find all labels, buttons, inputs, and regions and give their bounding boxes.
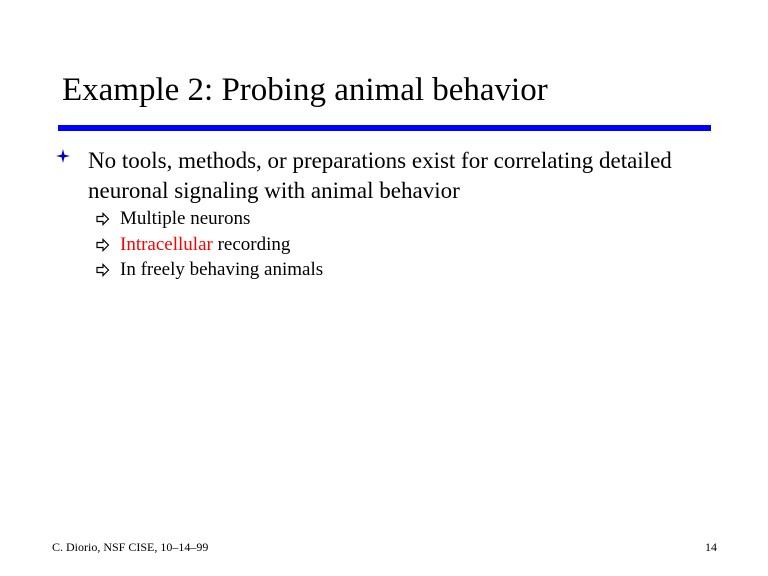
page-number: 14: [705, 540, 717, 554]
sub-bullet-text: [120, 232, 290, 257]
main-bullet-text: No tools, methods, or preparations exist for correlating detailed neuronal signaling with animal behavior: [88, 148, 672, 203]
hollow-arrow-icon: [96, 212, 110, 226]
sub-bullet-text: In freely behaving animals: [120, 259, 324, 280]
slide-title: Example 2: Probing animal behavior: [62, 72, 548, 108]
four-point-star-icon: [56, 149, 70, 163]
hollow-arrow-icon: [96, 238, 110, 252]
sub-bullet-text: Multiple neurons: [120, 208, 251, 229]
title-underline: [58, 125, 711, 131]
footer-credit: C. Diorio, NSF CISE, 10–14–99: [52, 540, 209, 554]
highlighted-word: Intracellular: [120, 233, 213, 255]
sub-bullet-rest: recording: [212, 233, 291, 255]
hollow-arrow-icon: [96, 263, 110, 277]
